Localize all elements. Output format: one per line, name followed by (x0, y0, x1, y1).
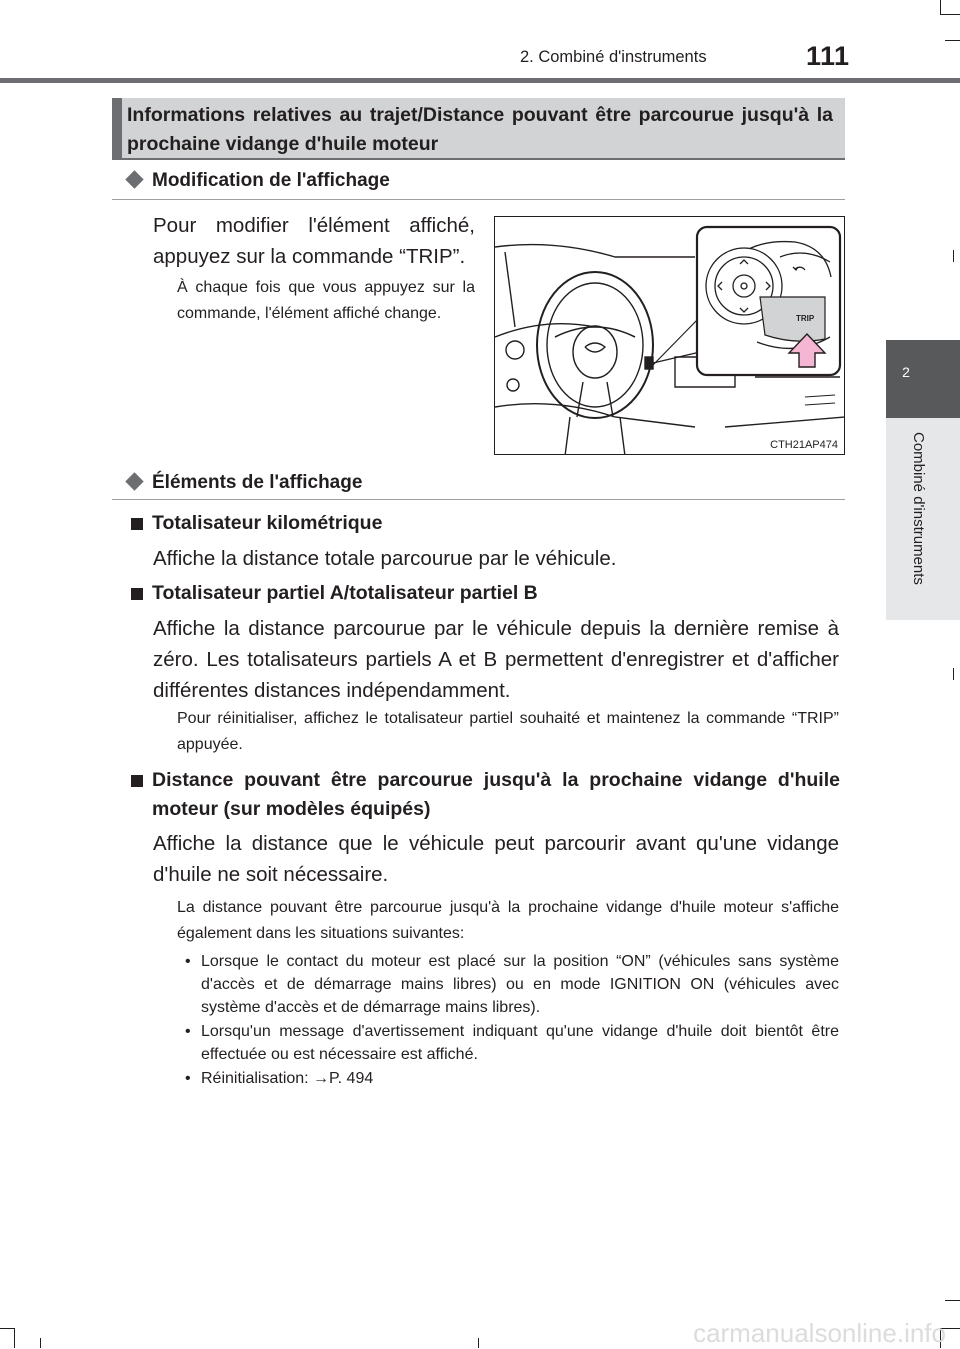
section-title-accent (112, 98, 122, 160)
crop-mark (940, 14, 960, 15)
modification-note: À chaque fois que vous appuyez sur la commande, l'élément affiché change. (177, 279, 475, 322)
item-note: La distance pouvant être parcourue jusqu'à la prochaine vidange d'huile moteur s'affiche également dans les situations suivantes: (177, 899, 839, 942)
modification-instruction: Pour modifier l'élément affiché, appuyez sur la commande “TRIP”. (153, 214, 475, 268)
modification-heading: Modification de l'affichage (152, 170, 390, 191)
item-text: Affiche la distance totale parcourue par le véhicule. (153, 547, 617, 570)
item-title: Totalisateur partiel A/totalisateur partiel B (152, 582, 538, 604)
diamond-bullet-icon (125, 170, 143, 188)
elements-heading-rule (112, 499, 845, 500)
chapter-label: Combiné d'instruments (910, 432, 927, 585)
item-note: Pour réinitialiser, affichez le totalisateur partiel souhaité et maintenez la commande “TRIP” appuyée. (177, 710, 839, 753)
list-item: • Lorsque le contact du moteur est placé sur la position “ON” (véhicules sans système d'accès et de démarrage mains libres) ou en mode IGNITION ON (véhicules avec système d'accès et de démarrage mains libres). (185, 950, 839, 1019)
elements-heading: Éléments de l'affichage (152, 472, 363, 493)
bullet-text: Réinitialisation: →P. 494 (201, 1070, 374, 1087)
item-title: Distance pouvant être parcourue jusqu'à la prochaine vidange d'huile moteur (sur modèles équipés) (152, 769, 840, 820)
header-rule (0, 78, 960, 83)
figure-code: CTH21AP474 (770, 439, 838, 451)
square-bullet-icon (131, 518, 143, 530)
footer-watermark: carmanualsonline.info (693, 1318, 946, 1348)
bullet-list (185, 950, 839, 1090)
trip-button-illustration (494, 216, 845, 455)
section-title: Informations relatives au trajet/Distance pouvant être parcourue jusqu'à la prochaine vidange d'huile moteur (127, 104, 833, 155)
page-number: 111 (806, 41, 850, 71)
diamond-bullet-icon (125, 472, 143, 490)
item-text: Affiche la distance que le véhicule peut parcourir avant qu'une vidange d'huile ne soit nécessaire. (153, 832, 839, 886)
chapter-number: 2 (902, 364, 910, 380)
crop-mark (478, 1338, 479, 1348)
dashboard-drawing (495, 217, 845, 455)
crop-mark (945, 40, 960, 41)
crop-mark (40, 1338, 41, 1348)
crop-mark (14, 1328, 15, 1348)
square-bullet-icon (131, 775, 143, 787)
list-item: • Réinitialisation: →P. 494 (185, 1067, 839, 1090)
list-item: • Lorsqu'un message d'avertissement indiquant qu'une vidange d'huile doit bientôt être effectuée ou est nécessaire est affiché. (185, 1020, 839, 1066)
crop-mark (953, 250, 954, 262)
trip-button-label: TRIP (796, 314, 815, 323)
crop-mark (940, 0, 941, 14)
item-title: Totalisateur kilométrique (152, 512, 383, 534)
running-header-section: 2. Combiné d'instruments (520, 48, 707, 66)
bullet-text: Lorsque le contact du moteur est placé sur la position “ON” (véhicules sans système d'accès et de démarrage mains libres) ou en mode IGNITION ON (véhicules avec système d'accès et de démarrage mains libres). (201, 953, 839, 1016)
crop-mark (945, 1300, 960, 1301)
modification-heading-rule (112, 199, 845, 200)
square-bullet-icon (131, 588, 143, 600)
crop-mark (0, 1328, 14, 1329)
item-text: Affiche la distance parcourue par le véhicule depuis la dernière remise à zéro. Les totalisateurs partiels A et B permettent d'enregistrer et d'afficher différentes distances indépendamment. (153, 617, 839, 702)
crop-mark (953, 668, 954, 680)
bullet-text: Lorsqu'un message d'avertissement indiquant qu'une vidange d'huile doit bientôt être effectuée ou est nécessaire est affiché. (201, 1023, 839, 1063)
